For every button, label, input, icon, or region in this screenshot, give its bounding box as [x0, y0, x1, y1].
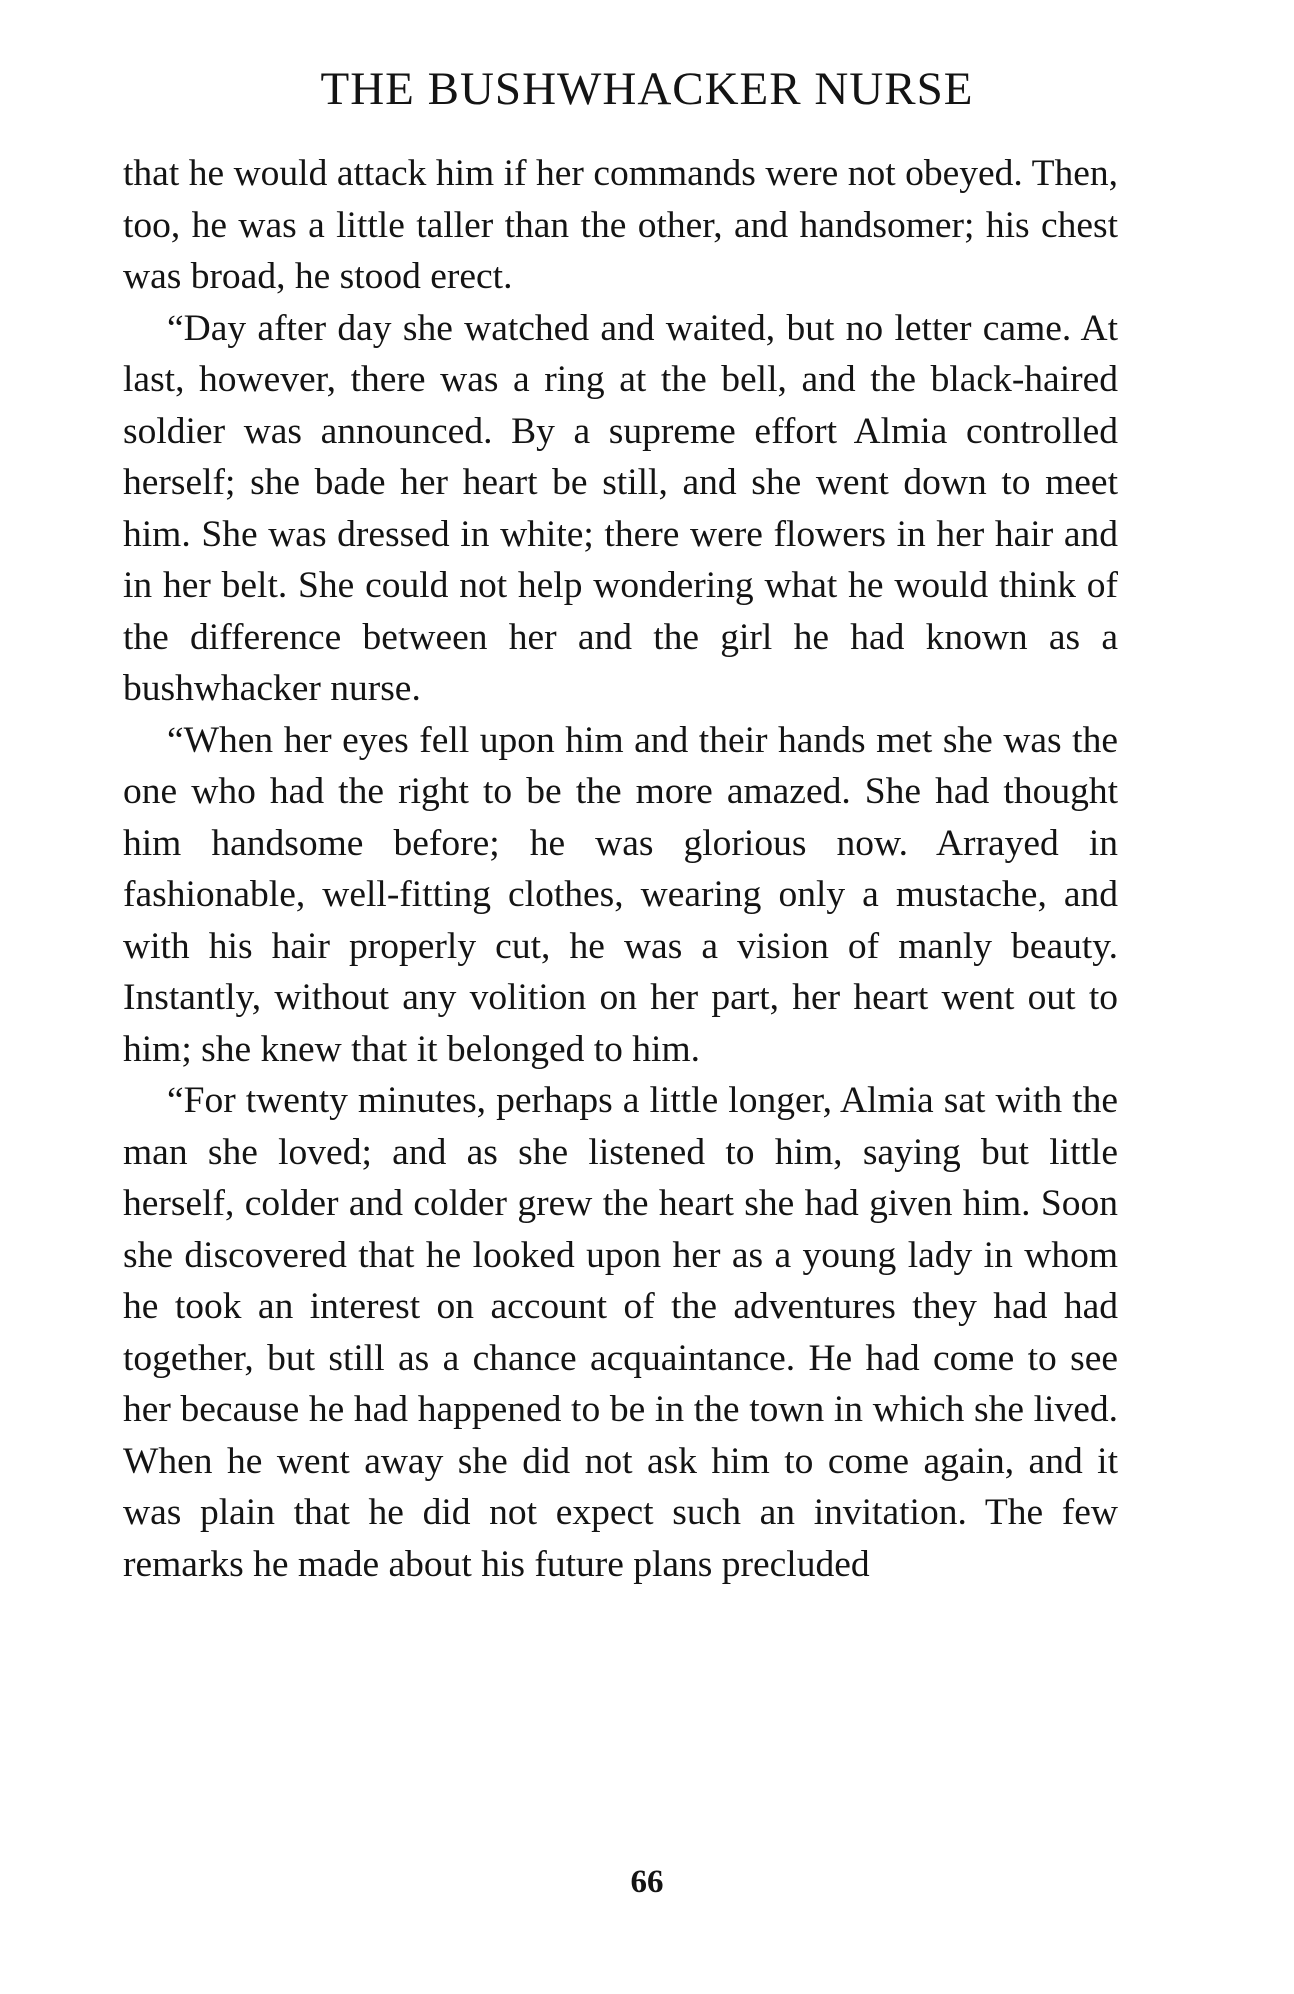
body-text [123, 148, 1118, 1590]
paragraph-twenty-minutes: “For twenty minutes, perhaps a little longer, Almia sat with the man she loved; and as she listened to him, saying but little herself, colder and colder grew the heart she had given him. Soon she discovered that he looked upon her as a young lady in whom he took an interest on account of the adventures they had had together, but still as a chance acquaintance. He had come to see her because he had happened to be in the town in which she lived. When he went away she did not ask him to come again, and it was plain that he did not expect such an invitation. The few remarks he made about his future plans precluded [123, 1080, 1118, 1585]
page-number: 66 [630, 1864, 664, 1900]
running-head: THE BUSHWHACKER NURSE [320, 63, 974, 115]
paragraph-continuation: that he would attack him if her commands were not obeyed. Then, too, he was a little taller than the other, and handsomer; his chest was broad, he stood erect. [123, 153, 1118, 297]
paragraph-when-her-eyes: “When her eyes fell upon him and their hands met she was the one who had the right to be the more amazed. She had thought him handsome before; he was glorious now. Arrayed in fashionable, well-fitting clothes, wearing only a mustache, and with his hair properly cut, he was a vision of manly beauty. Instantly, without any volition on her part, her heart went out to him; she knew that it belonged to him. [123, 719, 1118, 1070]
paragraph-day-after-day: “Day after day she watched and waited, but no letter came. At last, however, there was a ring at the bell, and the black-haired soldier was announced. By a supreme effort Almia controlled herself; she bade her heart be still, and she went down to meet him. She was dressed in white; there were flowers in her hair and in her belt. She could not help wondering what he would think of the difference between her and the girl he had known as a bushwhacker nurse. [123, 307, 1118, 709]
